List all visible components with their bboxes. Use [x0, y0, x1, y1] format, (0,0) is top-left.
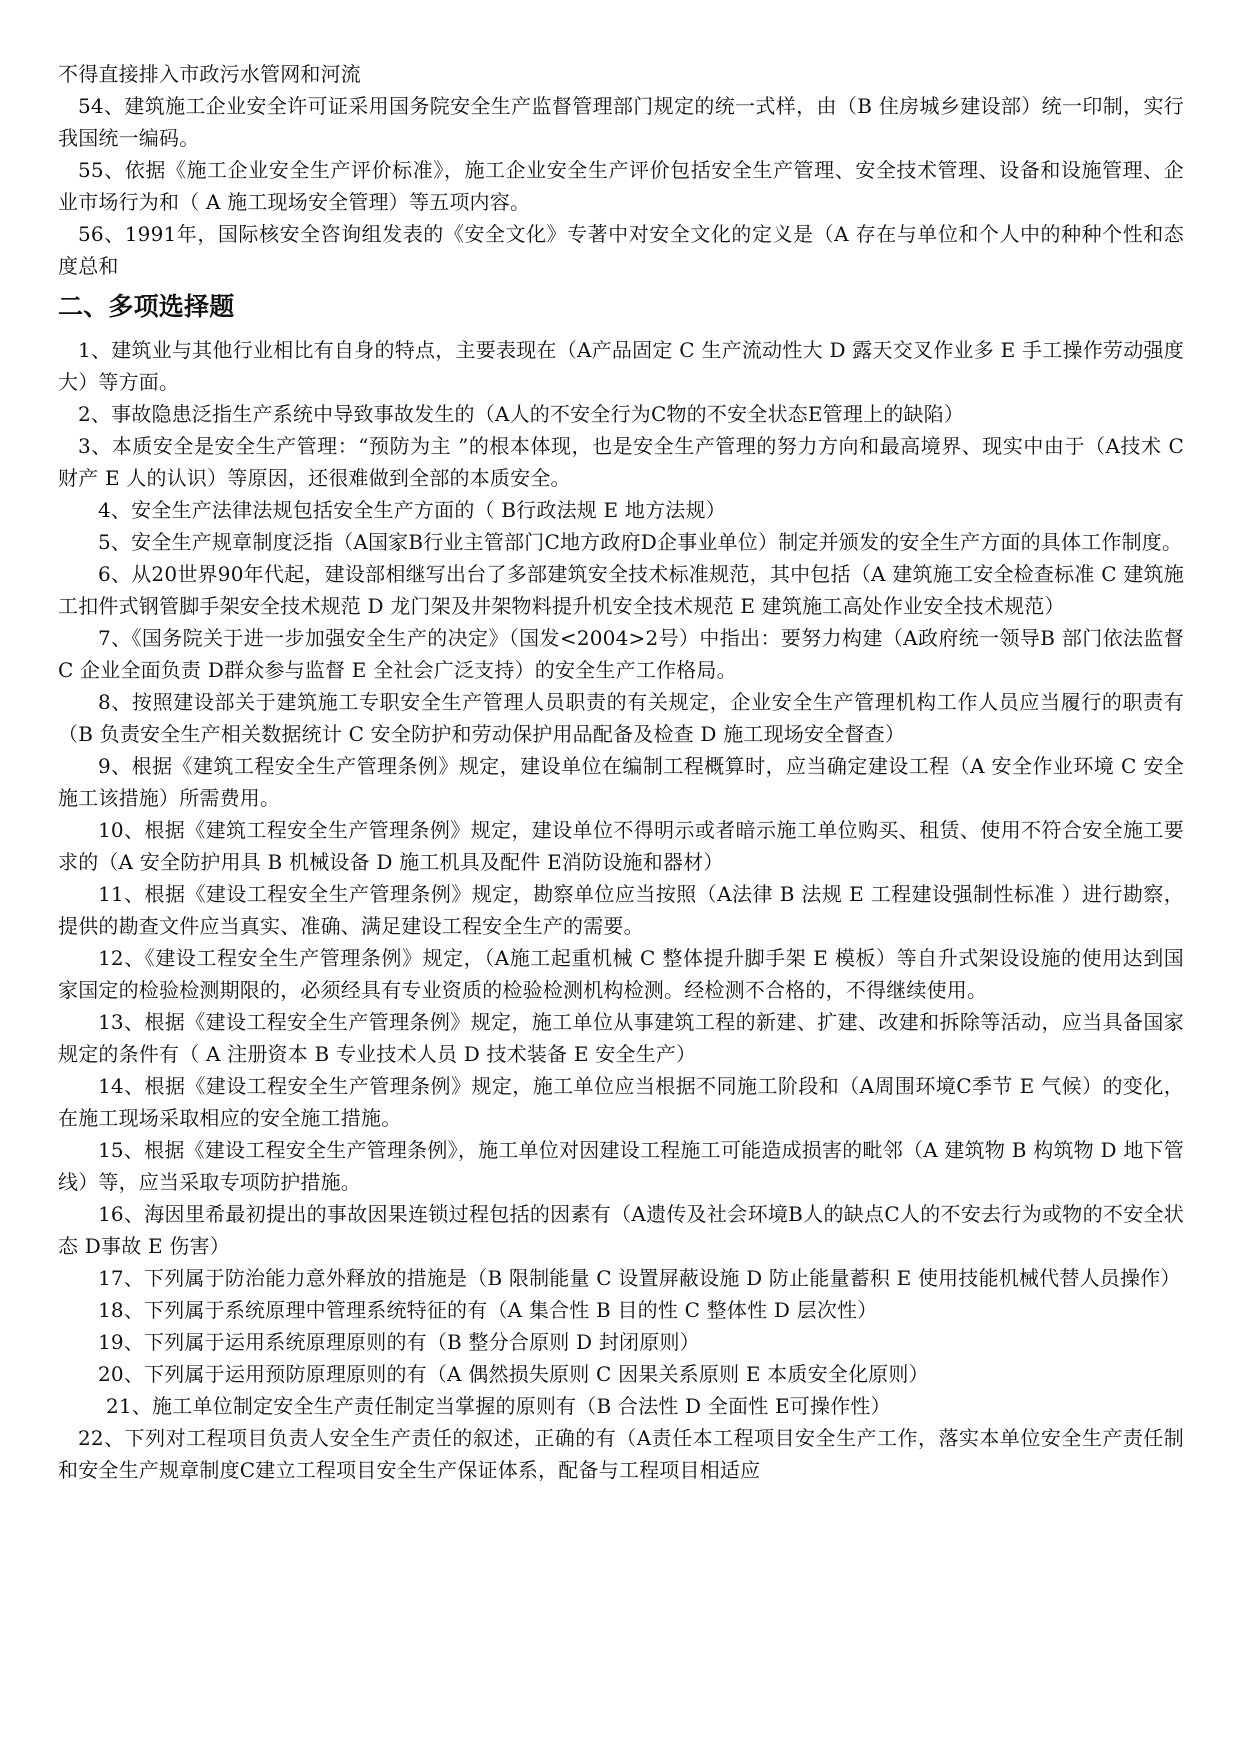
multi-question-21: 21、施工单位制定安全生产责任制定当掌握的原则有（B 合法性 D 全面性 E可操作性） [106, 1394, 891, 1418]
multi-question-22: 22、下列对工程项目负责人安全生产责任的叙述，正确的有（A责任本工程项目安全生产工作，落实本单位安全生产责任制和安全生产规章制度C建立工程项目安全生产保证体系，配备与工程项目相适应 [58, 1426, 1184, 1482]
multi-question-11: 11、根据《建设工程安全生产管理条例》规定，勘察单位应当按照（A法律 B 法规 E 工程建设强制性标准 ）进行勘察，提供的勘查文件应当真实、准确、满足建设工程安全生产的需要。 [58, 882, 1184, 938]
multi-question-20: 20、下列属于运用预防原理原则的有（A 偶然损失原则 C 因果关系原则 E 本质安全化原则） [98, 1362, 929, 1386]
multi-question-19: 19、下列属于运用系统原理原则的有（B 整分合原则 D 封闭原则） [98, 1330, 700, 1354]
multi-question-5: 5、安全生产规章制度泛指（A国家B行业主管部门C地方政府D企事业单位）制定并颁发的安全生产方面的具体工作制度。 [98, 530, 1183, 554]
multi-question-18: 18、下列属于系统原理中管理系统特征的有（A 集合性 B 目的性 C 整体性 D 层次性） [98, 1298, 878, 1322]
multi-question-16: 16、海因里希最初提出的事故因果连锁过程包括的因素有（A遗传及社会环境B人的缺点C人的不安去行为或物的不安全状态 D事故 E 伤害） [58, 1202, 1184, 1258]
multi-question-14: 14、根据《建设工程安全生产管理条例》规定，施工单位应当根据不同施工阶段和（A周围环境C季节 E 气候）的变化，在施工现场采取相应的安全施工措施。 [58, 1074, 1184, 1130]
question-56: 56、1991年，国际核安全咨询组发表的《安全文化》专著中对安全文化的定义是（A 存在与单位和个人中的种种个性和态度总和 [58, 222, 1184, 278]
multi-question-17: 17、下列属于防治能力意外释放的措施是（B 限制能量 C 设置屏蔽设施 D 防止能量蓄积 E 使用技能机械代替人员操作） [98, 1266, 1181, 1290]
document-page [58, 58, 1184, 1486]
multi-question-9: 9、根据《建筑工程安全生产管理条例》规定，建设单位在编制工程概算时，应当确定建设工程（A 安全作业环境 C 安全施工该措施）所需费用。 [58, 754, 1184, 810]
multi-question-10: 10、根据《建筑工程安全生产管理条例》规定，建设单位不得明示或者暗示施工单位购买、租赁、使用不符合安全施工要求的（A 安全防护用具 B 机械设备 D 施工机具及配件 E消防设施和器材） [58, 818, 1184, 874]
multi-question-1: 1、建筑业与其他行业相比有自身的特点，主要表现在（A产品固定 C 生产流动性大 D 露天交叉作业多 E 手工操作劳动强度大）等方面。 [58, 338, 1184, 394]
multi-question-2: 2、事故隐患泛指生产系统中导致事故发生的（A人的不安全行为C物的不安全状态E管理上的缺陷） [78, 402, 965, 426]
section-title: 二、多项选择题 [58, 292, 235, 321]
multi-question-6: 6、从20世界90年代起，建设部相继写出台了多部建筑安全技术标准规范，其中包括（A 建筑施工安全检查标准 C 建筑施工扣件式钢管脚手架安全技术规范 D 龙门架及井架物料提升机安全技术规范 E 建筑施工高处作业安全技术规范） [58, 562, 1184, 618]
multi-question-8: 8、按照建设部关于建筑施工专职安全生产管理人员职责的有关规定，企业安全生产管理机构工作人员应当履行的职责有（B 负责安全生产相关数据统计 C 安全防护和劳动保护用品配备及检查 D 施工现场安全督查） [58, 690, 1184, 746]
multi-question-7: 7、《国务院关于进一步加强安全生产的决定》（国发<2004>2号）中指出：要努力构建（A政府统一领导B 部门依法监督 C 企业全面负责 D群众参与监督 E 全社会广泛支持）的安全生产工作格局。 [58, 626, 1184, 682]
multi-question-12: 12、《建设工程安全生产管理条例》规定，（A施工起重机械 C 整体提升脚手架 E 模板）等自升式架设设施的使用达到国家国定的检验检测期限的，必须经具有专业资质的检验检测机构检测。经检测不合格的，不得继续使用。 [58, 946, 1184, 1002]
text-line: 不得直接排入市政污水管网和河流 [58, 62, 361, 86]
question-55: 55、依据《施工企业安全生产评价标准》，施工企业安全生产评价包括安全生产管理、安全技术管理、设备和设施管理、企业市场行为和（ A 施工现场安全管理）等五项内容。 [58, 158, 1184, 214]
question-54: 54、建筑施工企业安全许可证采用国务院安全生产监督管理部门规定的统一式样，由（B 住房城乡建设部）统一印制，实行我国统一编码。 [58, 94, 1184, 150]
multi-question-15: 15、根据《建设工程安全生产管理条例》，施工单位对因建设工程施工可能造成损害的毗邻（A 建筑物 B 构筑物 D 地下管线）等，应当采取专项防护措施。 [58, 1138, 1184, 1194]
multi-question-3: 3、本质安全是安全生产管理：“预防为主 ”的根本体现，也是安全生产管理的努力方向和最高境界、现实中由于（A技术 C 财产 E 人的认识）等原因，还很难做到全部的本质安全。 [58, 434, 1184, 490]
multi-question-13: 13、根据《建设工程安全生产管理条例》规定，施工单位从事建筑工程的新建、扩建、改建和拆除等活动，应当具备国家规定的条件有（ A 注册资本 B 专业技术人员 D 技术装备 E 安全生产） [58, 1010, 1184, 1066]
multi-question-4: 4、安全生产法律法规包括安全生产方面的（ B行政法规 E 地方法规） [98, 498, 726, 522]
